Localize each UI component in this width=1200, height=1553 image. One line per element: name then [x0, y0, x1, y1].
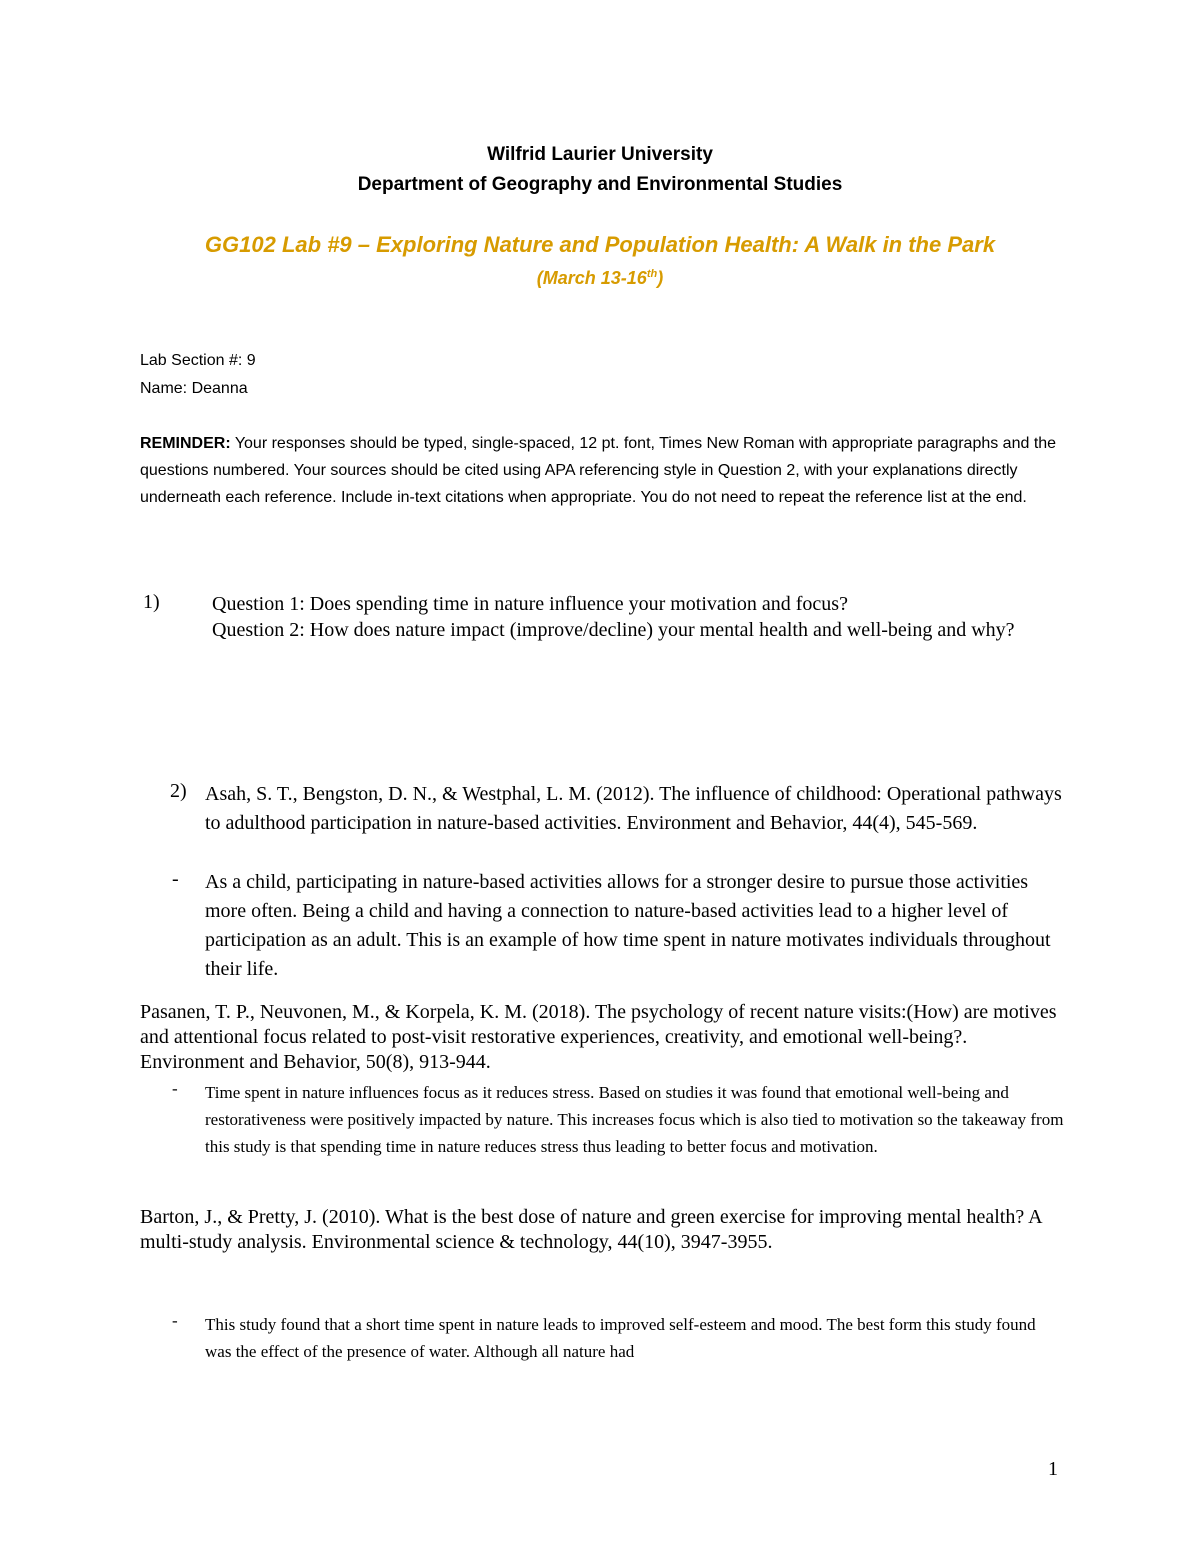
question-2-text: Question 2: How does nature impact (improve/decline) your mental health and well-being and why? [212, 619, 1015, 641]
reminder-label: REMINDER: [140, 435, 231, 452]
reminder-text: Your responses should be typed, single-spaced, 12 pt. font, Times New Roman with appropriate paragraphs and the questions numbered. Your sources should be cited using APA referencing style in Question 2, with your explanations directly underneath each reference. Include in-text citations when appropriate. You do not need to repeat the reference list at the end. [140, 435, 1057, 506]
department-name: Department of Geography and Environmental Studies [357, 174, 843, 195]
lab-dates-suffix: ) [657, 268, 664, 288]
reference-2-note-dash: - [172, 1079, 178, 1098]
reference-3-citation: Barton, J., & Pretty, J. (2010). What is the best dose of nature and green exercise for improving mental health? A multi-study analysis. Environmental science & technology, 44(10), 3947-3955. [140, 1206, 1042, 1253]
reference-1-note: As a child, participating in nature-based activities allows for a stronger desire to pursue those activities more often. Being a child and having a connection to nature-based activities lead to a higher level of participation as an adult. This is an example of how time spent in nature motivates individuals throughout their life. [205, 871, 1051, 980]
reference-2-note: Time spent in nature influences focus as it reduces stress. Based on studies it was found that emotional well-being and restorativeness were positively impacted by nature. This increases focus which is also tied to motivation so the takeaway from this study is that spending time in nature reduces stress thus leading to better focus and motivation. [205, 1083, 1064, 1156]
reminder-paragraph [140, 430, 1060, 511]
question-list-number: 1) [143, 591, 160, 613]
lab-section-field: Lab Section #: 9 [140, 352, 256, 369]
reference-3-note-dash: - [172, 1311, 178, 1330]
student-name-field: Name: Deanna [140, 380, 248, 397]
university-name: Wilfrid Laurier University [487, 144, 713, 165]
reference-1-note-dash: - [172, 868, 179, 890]
lab-dates-prefix: (March 13-16 [536, 268, 647, 288]
reference-3-note: This study found that a short time spent in nature leads to improved self-esteem and mood. The best form this study found was the effect of the presence of water. Although all nature had [205, 1315, 1036, 1361]
page-number: 1 [1048, 1458, 1058, 1480]
lab-dates [0, 268, 1200, 289]
question-1-text: Question 1: Does spending time in nature influence your motivation and focus? [212, 593, 848, 615]
lab-dates-superscript: th [646, 268, 658, 280]
reference-list-number: 2) [170, 780, 187, 802]
reference-2-citation: Pasanen, T. P., Neuvonen, M., & Korpela, K. M. (2018). The psychology of recent nature visits:(How) are motives and attentional focus related to post-visit restorative experiences, creativity, and emotional well-being?. Environment and Behavior, 50(8), 913-944. [140, 1001, 1057, 1073]
reference-1-citation: Asah, S. T., Bengston, D. N., & Westphal, L. M. (2012). The influence of childhood: Operational pathways to adulthood participation in nature-based activities. Environment and Behavior, 44(4), 545-569. [205, 783, 1062, 834]
lab-title: GG102 Lab #9 – Exploring Nature and Population Health: A Walk in the Park [204, 232, 996, 257]
